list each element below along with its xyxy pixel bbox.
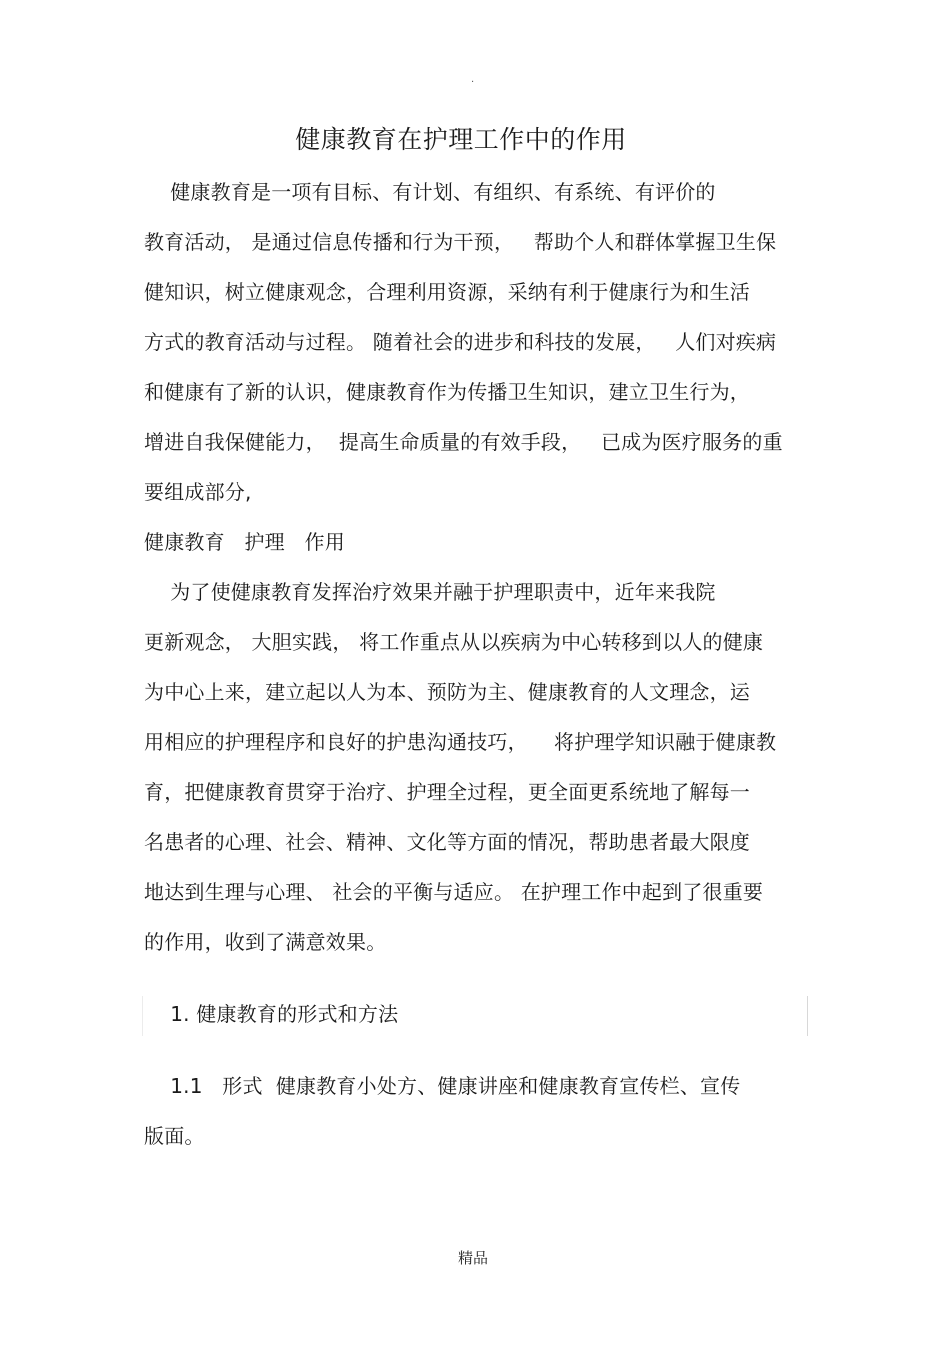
body-line-13: 育，把健康教育贯穿于治疗、护理全过程，更全面更系统地了解每一 [144,780,750,804]
body-line-11: 为中心上来，建立起以人为本、预防为主、健康教育的人文理念，运 [144,680,750,704]
body-line-15: 地达到生理与心理、 社会的平衡与适应。 在护理工作中起到了很重要 [144,880,764,904]
body-line-6: 增进自我保健能力， 提高生命质量的有效手段， 已成为医疗服务的重 [144,430,783,454]
body-line-14: 名患者的心理、社会、精神、文化等方面的情况，帮助患者最大限度 [144,830,750,854]
section-heading: 1. 健康教育的形式和方法 [144,1002,399,1026]
keywords-line: 健康教育 护理 作用 [144,530,345,554]
body-line-16: 的作用，收到了满意效果。 [144,930,387,954]
subsection-line-2: 版面。 [144,1124,205,1148]
document-title: 健康教育在护理工作中的作用 [295,125,627,154]
body-line-1: 健康教育是一项有目标、有计划、有组织、有系统、有评价的 [144,180,716,204]
body-line-4: 方式的教育活动与过程。 随着社会的进步和科技的发展， 人们对疾病 [144,330,777,354]
body-line-10: 更新观念， 大胆实践， 将工作重点从以疾病为中心转移到以人的健康 [144,630,764,654]
body-line-2: 教育活动， 是通过信息传播和行为干预， 帮助个人和群体掌握卫生保 [144,230,777,254]
subsection-line-1: 1.1 形式 健康教育小处方、健康讲座和健康教育宣传栏、宣传 [144,1074,741,1098]
body-line-12: 用相应的护理程序和良好的护患沟通技巧， 将护理学知识融于健康教 [144,730,777,754]
page-footer: 精品 [457,1249,488,1267]
header-mark: . [471,74,475,85]
body-line-9: 为了使健康教育发挥治疗效果并融于护理职责中，近年来我院 [144,580,716,604]
body-line-3: 健知识，树立健康观念，合理利用资源，采纳有利于健康行为和生活 [144,280,750,304]
body-line-7: 要组成部分, [144,480,252,504]
body-line-5: 和健康有了新的认识，健康教育作为传播卫生知识，建立卫生行为， [144,380,750,404]
